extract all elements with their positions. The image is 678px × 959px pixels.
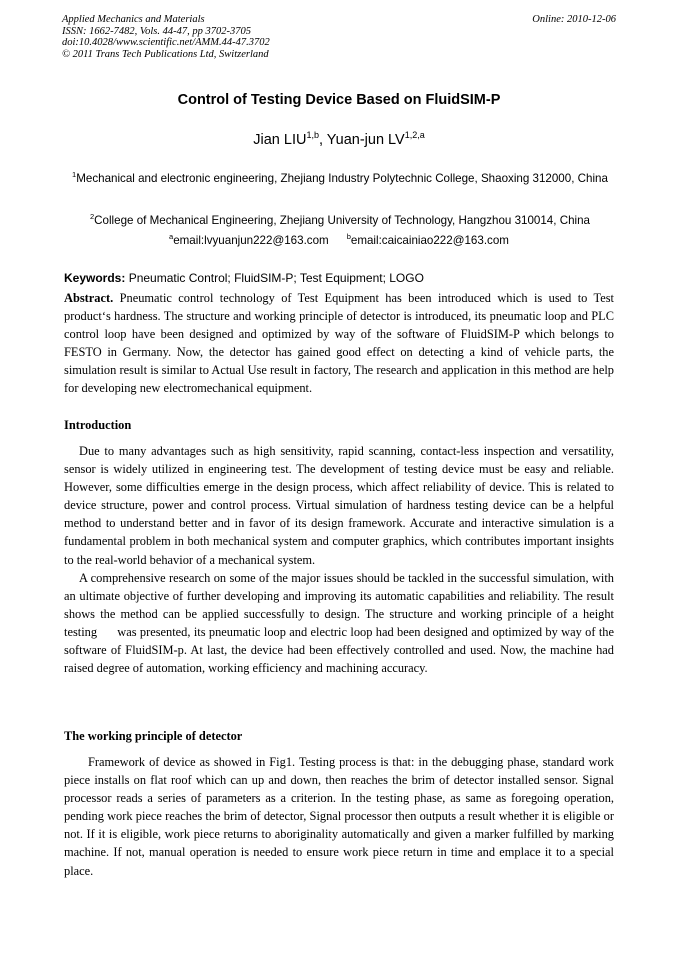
abstract-text: Pneumatic control technology of Test Equipment has been introduced which is used to Test product‘s hardness. The structure and working principle of detector is introduced, its pneumatic loop and PLC control loop have been designed and optimized by way of the software of FluidSIM-P which belongs to FESTO in Germany. Now, the detector has gained good effect on detecting a kind of vehicle parts, the simulation result is similar to Actual Use result in factory, The research and application in this method are help for developing new electromechanical equipment.	[64, 291, 614, 396]
email-a-sup: a	[169, 232, 174, 241]
introduction-paragraph-2: A comprehensive research on some of the major issues should be tackled in the successful simulation, with an ultimate objective of further developing and improving its automatic capabilities and reliability. The result shows the method can be applied successfully to design. The structure and working principle of a height testing was presented, its pneumatic loop and electric loop had been designed and optimized by way of the software of FluidSIM-p. At last, the device had been effectively controlled and used. Now, the machine had raised degree of automation, working efficiency and machining accuracy.	[64, 570, 618, 676]
online-date: Online: 2010-12-06	[532, 14, 616, 25]
journal-doi: doi:10.4028/www.scientific.net/AMM.44-47.3702	[62, 37, 270, 49]
keywords-label: Keywords:	[64, 271, 126, 285]
author-2-sup: 1,2,a	[404, 130, 425, 140]
introduction-paragraph-1: Due to many advantages such as high sensitivity, rapid scanning, contact-less inspection and versatility, sensor is widely utilized in engineering test. The development of testing device must be easy and reliable. However, some difficulties emerge in the design process, which affect reliability of device. This is related to device structure, power and control process. Virtual simulation of hardness testing device can be a helpful method to understand better and in favor of its design framework. Accurate and interactive simulation is a fundamental problem in both mechanical system and computer graphics, which contributes important insights to the real-world behavior of a mechanical system.	[64, 444, 614, 567]
email-line	[0, 232, 678, 247]
affiliation-2-text: College of Mechanical Engineering, Zhejiang University of Technology, Hangzhou 310014, China	[94, 213, 590, 227]
affiliation-2	[62, 207, 618, 230]
introduction-body	[64, 442, 618, 677]
keywords-text: Pneumatic Control; FluidSIM-P; Test Equipment; LOGO	[128, 271, 424, 285]
author-line	[0, 130, 678, 148]
abstract	[64, 289, 614, 398]
email-a: email:lvyuanjun222@163.com	[173, 233, 329, 247]
paper-title: Control of Testing Device Based on FluidSIM-P	[177, 92, 501, 108]
journal-issn: ISSN: 1662-7482, Vols. 44-47, pp 3702-3705	[62, 25, 251, 37]
working-principle-body	[64, 753, 614, 880]
affiliation-1-text: Mechanical and electronic engineering, Zhejiang Industry Polytechnic College, Shaoxing 312000, China	[76, 171, 608, 185]
author-separator: ,	[318, 131, 327, 148]
author-1-sup: 1,b	[306, 130, 319, 140]
introduction-heading: Introduction	[64, 418, 132, 432]
keywords	[64, 271, 614, 285]
email-b: email:caicainiao222@163.com	[350, 233, 509, 247]
working-principle-heading: The working principle of detector	[64, 729, 243, 743]
abstract-label: Abstract.	[64, 291, 114, 305]
email-b-sup: b	[346, 232, 351, 241]
affiliation-1-number: 1	[72, 170, 77, 179]
journal-copyright: © 2011 Trans Tech Publications Ltd, Switzerland	[62, 48, 269, 60]
author-1-name: Jian LIU	[253, 131, 307, 148]
journal-header	[62, 14, 618, 60]
author-2-name: Yuan-jun LV	[326, 131, 405, 148]
affiliation-2-number: 2	[89, 212, 95, 221]
affiliation-1	[62, 165, 618, 188]
working-principle-paragraph-1: Framework of device as showed in Fig1. Testing process is that: in the debugging phase, standard work piece installs on flat roof which can up and down, then reaches the brim of detector installed sensor. Signal processor reads a series of parameters as a criterion. In the testing phase, as same as foregoing operation, pending work piece reaches the brim of detector, Signal processor then outputs a result whether it is eligible or not. If it is eligible, work piece returns to aboriginality automatically and given a marker fulfilled by marking machine. If not, manual operation is needed to ensure work piece return in time and emplace it to a special place.	[64, 755, 614, 878]
journal-name: Applied Mechanics and Materials	[62, 14, 205, 25]
